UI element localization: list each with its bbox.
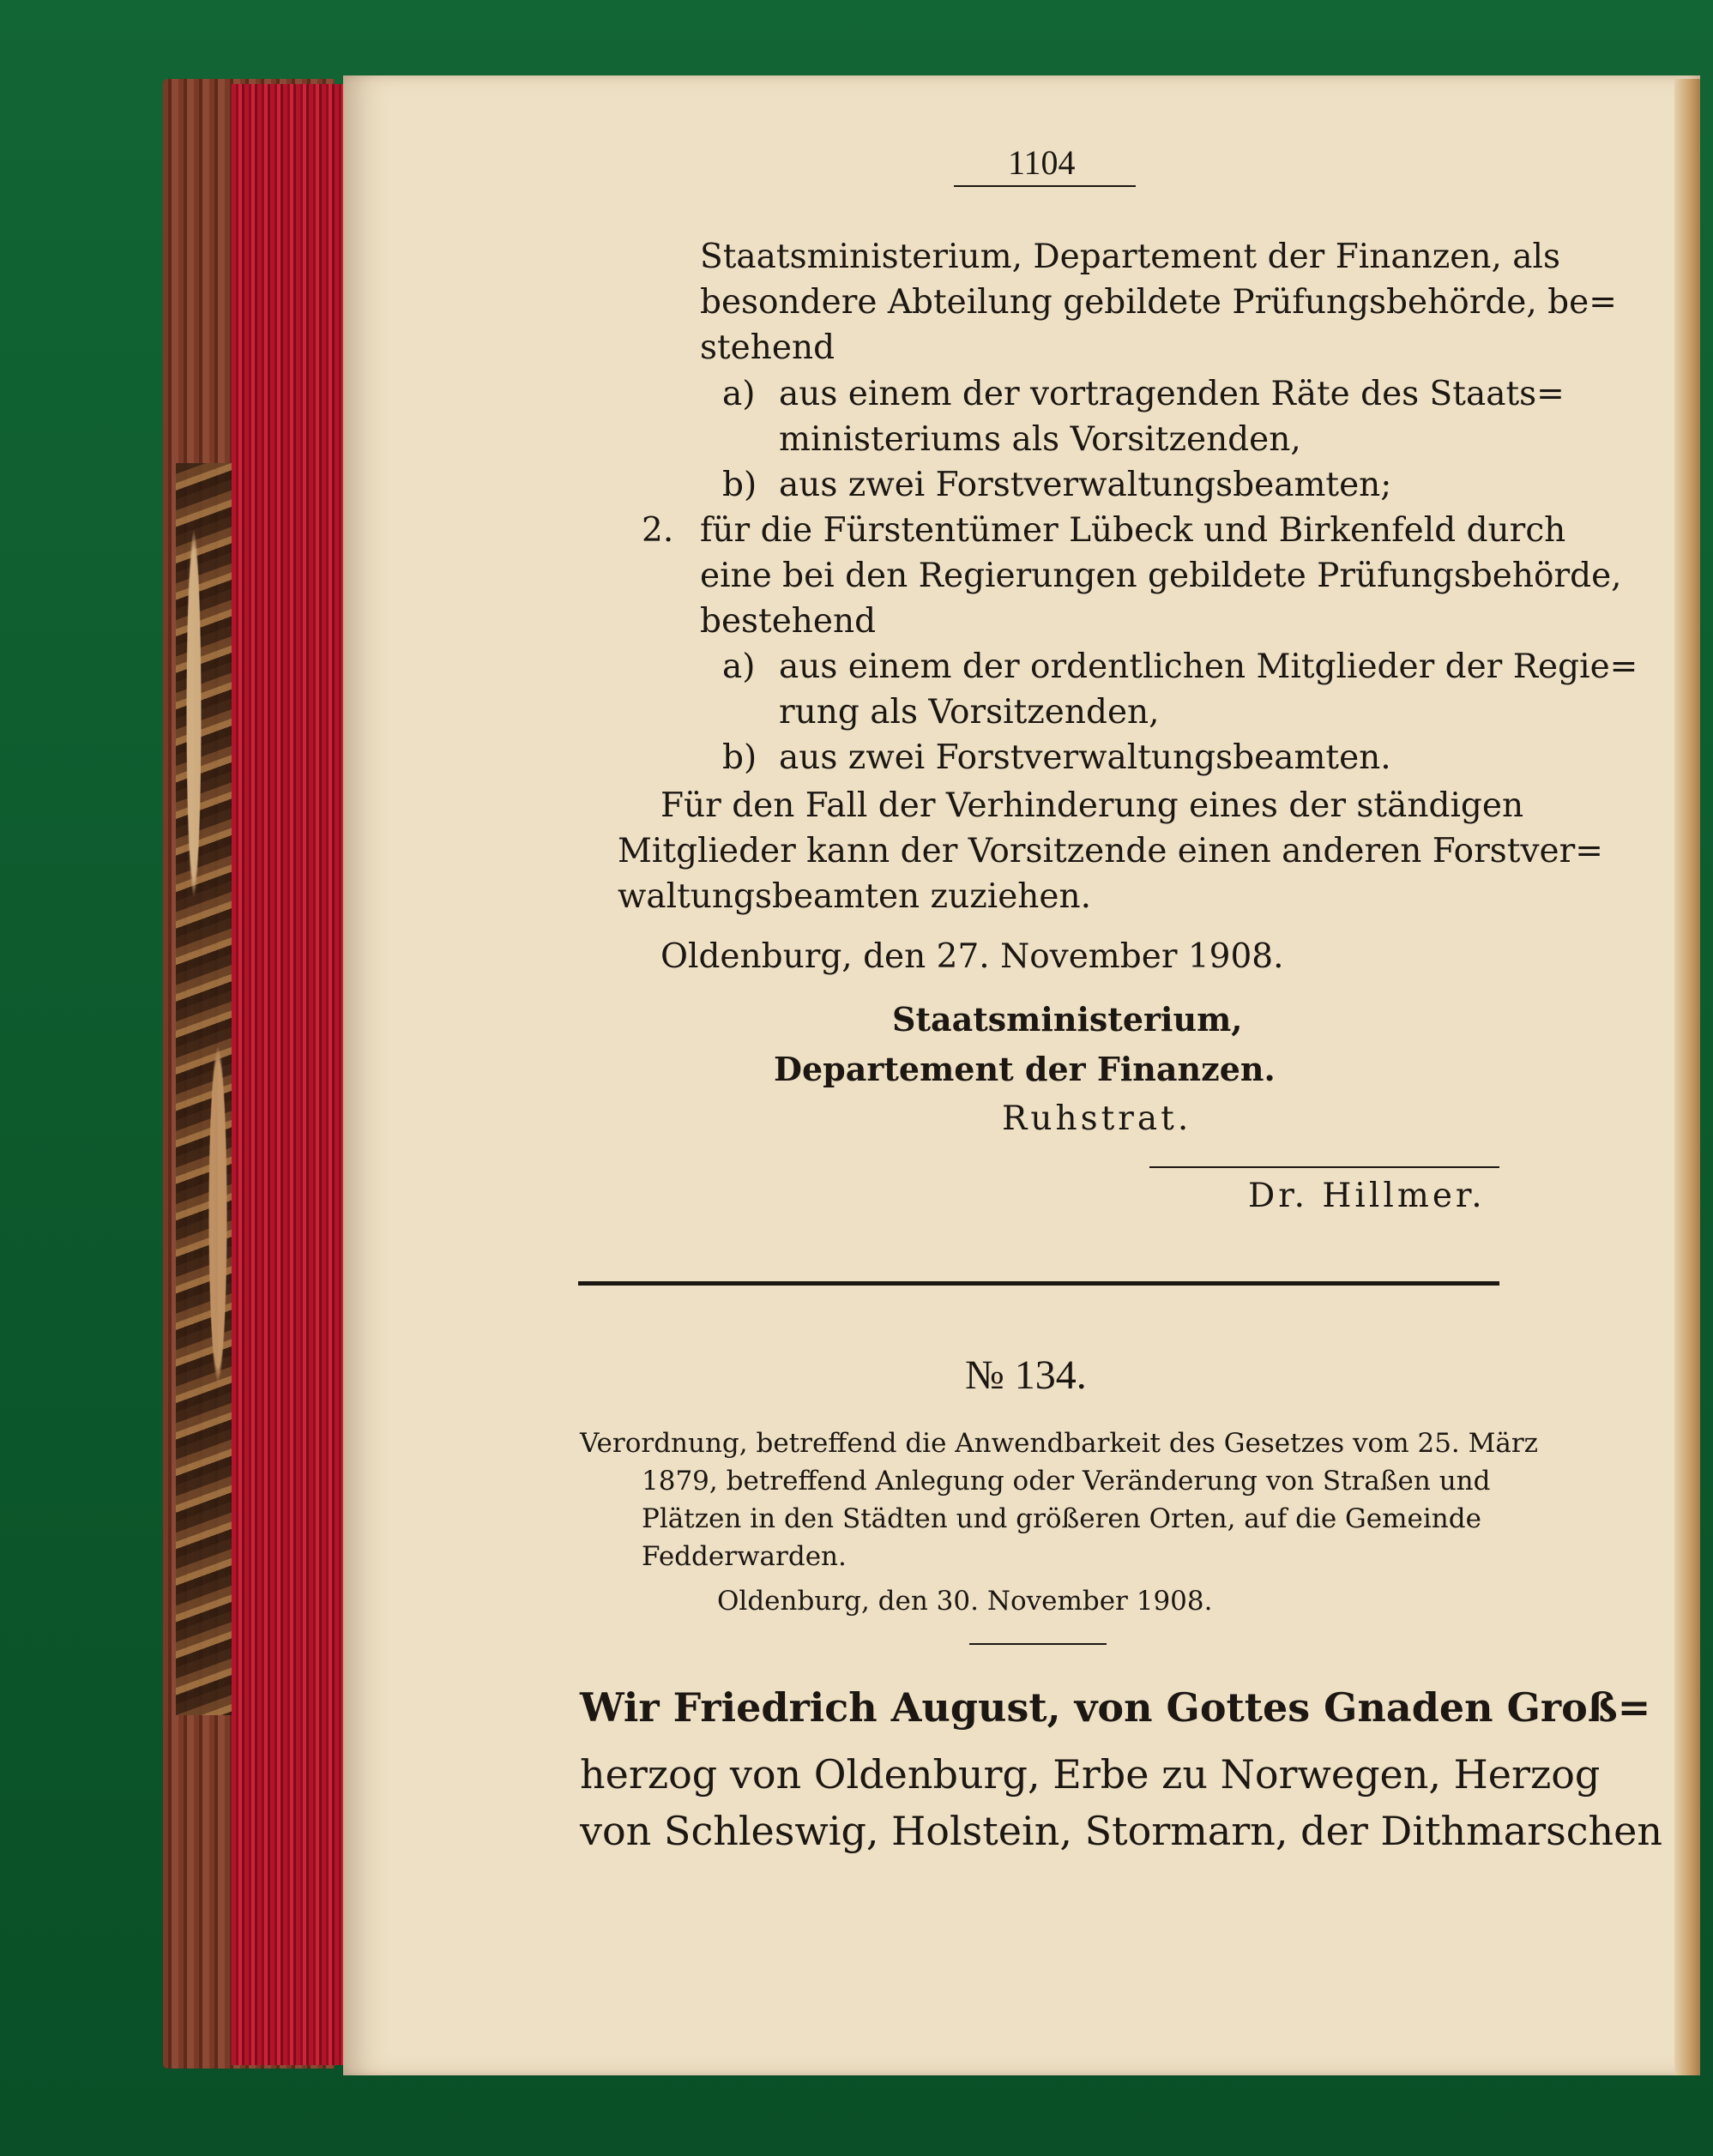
countersigner-name: Dr. Hillmer.: [1248, 1177, 1486, 1215]
item-text: bestehend: [700, 602, 877, 641]
body-line: waltungsbeamten zuziehen.: [618, 877, 1092, 916]
signature-rule: [1149, 1166, 1499, 1168]
item-label: a): [722, 647, 756, 686]
item-text: aus einem der vortragenden Räte des Staats=: [779, 375, 1565, 413]
ordinance-title-line: Verordnung, betreffend die Anwendbarkeit des Gesetzes vom 25. März: [580, 1428, 1538, 1459]
body-line: Für den Fall der Verhinderung eines der ständigen: [660, 786, 1524, 825]
page-number: 1104: [1008, 143, 1076, 182]
ordinance-rule: [969, 1643, 1107, 1645]
item-text: eine bei den Regierungen gebildete Prüfungsbehörde,: [700, 557, 1622, 595]
body-line: Staatsministerium, Departement der Finanzen, als: [700, 238, 1560, 276]
ordinance-title-line: Plätzen in den Städten und größeren Orten, auf die Gemeinde: [642, 1503, 1481, 1534]
preamble-line: Wir Friedrich August, von Gottes Gnaden Groß=: [580, 1684, 1651, 1731]
signer-name: Ruhstrat.: [1002, 1099, 1192, 1138]
page-right-edge: [1674, 79, 1700, 2075]
item-number: 2.: [642, 511, 674, 550]
page-edges: [232, 84, 352, 2065]
item-text: rung als Vorsitzenden,: [779, 693, 1160, 732]
ordinance-title-line: 1879, betreffend Anlegung oder Veränderung von Straßen und: [642, 1466, 1491, 1497]
item-label: a): [722, 375, 756, 413]
item-text: aus zwei Forstverwaltungsbeamten;: [779, 466, 1392, 504]
page-number-rule: [954, 185, 1136, 187]
body-line: Mitglieder kann der Vorsitzende einen anderen Forstver=: [618, 832, 1603, 870]
ordinance-title-line: Fedderwarden.: [642, 1541, 847, 1572]
body-line: besondere Abteilung gebildete Prüfungsbehörde, be=: [700, 283, 1617, 322]
authority-line: Departement der Finanzen.: [774, 1050, 1276, 1088]
item-label: b): [722, 466, 757, 504]
preamble-line: herzog von Oldenburg, Erbe zu Norwegen, Herzog: [580, 1751, 1601, 1798]
ordinance-place-date: Oldenburg, den 30. November 1908.: [717, 1586, 1213, 1617]
item-label: b): [722, 738, 757, 777]
ordinance-number: № 134.: [965, 1352, 1087, 1398]
item-text: aus zwei Forstverwaltungsbeamten.: [779, 738, 1391, 777]
preamble-line: von Schleswig, Holstein, Stormarn, der Dithmarschen: [580, 1808, 1663, 1854]
authority-line: Staatsministerium,: [892, 1000, 1243, 1039]
place-date: Oldenburg, den 27. November 1908.: [660, 937, 1284, 976]
section-separator: [578, 1281, 1499, 1286]
item-text: ministeriums als Vorsitzenden,: [779, 420, 1301, 459]
marbled-cover: [176, 463, 236, 1715]
item-text: aus einem der ordentlichen Mitglieder der Regie=: [779, 647, 1638, 686]
body-line: stehend: [700, 328, 835, 367]
item-text: für die Fürstentümer Lübeck und Birkenfeld durch: [700, 511, 1566, 550]
